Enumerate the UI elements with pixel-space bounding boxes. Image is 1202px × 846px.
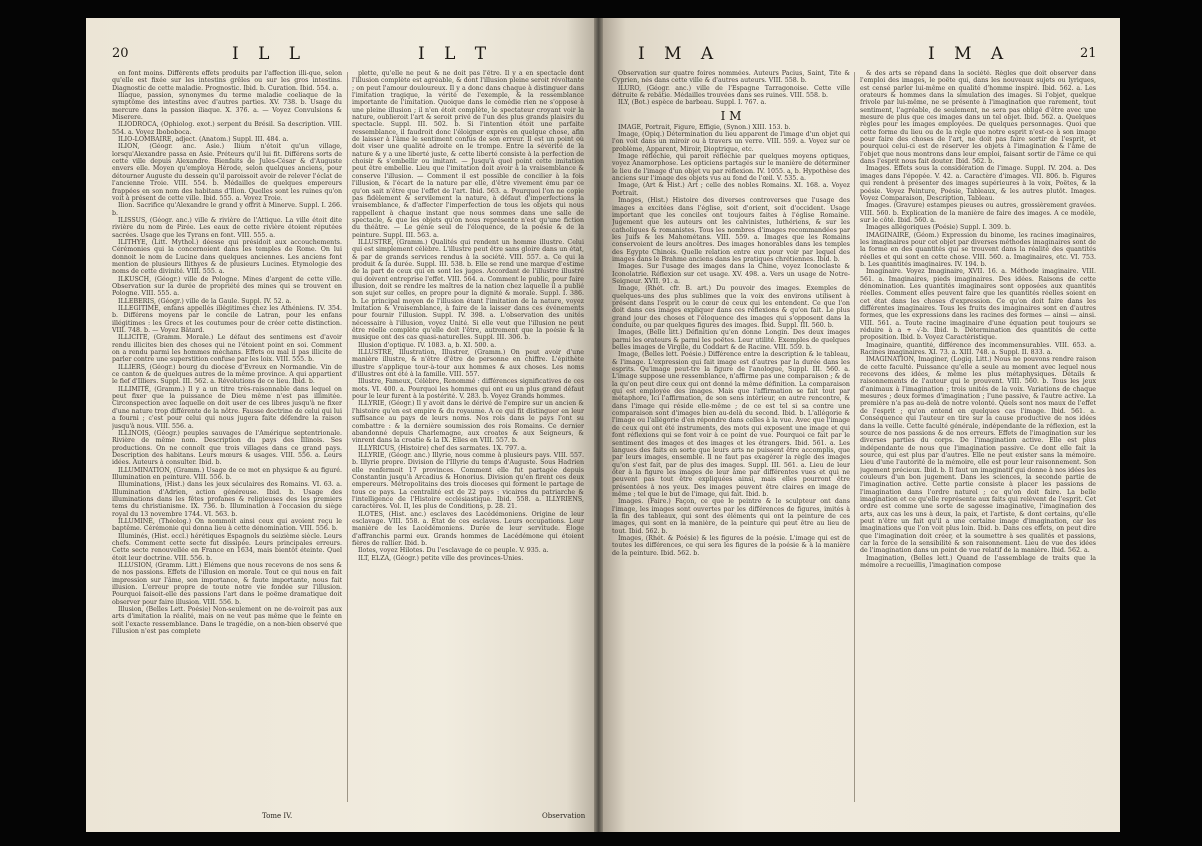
- entry-paragraph: ILLEGITIME, enfans appellés illégitimes chez les Athéniens. IV. 354. b. Différens moyens par le concile de Latran, pour les enfans illégitimes : les Grecs et les coutumes pour de créer cette distinction. VIII. 748. b. — Voyez Bâtard.: [112, 305, 342, 335]
- left-signature: Tome IV.: [262, 812, 293, 820]
- entry-paragraph: ILT, ELZA, (Géogr.) petite ville des provinces-Unies.: [358, 554, 524, 562]
- entry-paragraph: plette, qu'elle ne peut & ne doit pas l'être. Il y a en spectacle dont l'illusion complète est agréable, & dont l'illusion pleine seroit révoltante ; on peut l'amour douloureux. Il y a donc dans chaque à distinguer dans l'imitation tragique, la vérité de l'exemple, & la ressemblance importante de l'imitation. Quoique dans le comédie rien ne s'oppose à une pleine illusion ; il n'en étoit complète, le spectateur croyant voir la nature, oublieroit l'art & seroit privé de l'un des plus grands plaisirs du spectacle. Suppl. III. 502. b. Si l'intention étoit une parfaite ressemblance, il faudroit donc l'éloigner exprès en quelque chose, afin de laisser à l'âme le sentiment confus de son erreur. Il est un point où doit viser une qualité adroite en le trompe. Entre la sévérité de la nature & y a une liberté juste, & cette liberté consiste à la perfection de choisir & s'embellir ou imitant. — Jusqu'à quel point cette imitation peut être embellie. Lieu que l'imitation doit avoir à la vraisemblance & conserve l'illusion. — Comment il est possible de concilier à la fois l'illusion, & l'écart de la nature par elle, d'être vivement ému par ce qu'on sait n'être que l'effet de l'art. Ibid. 563. a. Pourquoi l'on ne copie pas fidèlement & servilement la nature, à défaut d'imperfections la vraisemblance, & d'affecter l'imperfection de tous les objets qui nous rappellent à chaque instant que nous sommes dans une salle de spectacle, & que les objets qu'on nous représente n'est qu'une fiction du théâtre. — Le génie seul de l'éloquence, de la poésie & de la peinture. Suppl. III. 563. a.: [352, 70, 584, 239]
- entry-paragraph: ILLUSTRE, Illustration, Illustrer, (Gramm.) On peut avoir d'une manière illustre, & n'être d'être de personne en chiffre. L'épithète illustre s'applique tour-à-tour aux hommes & aux choses. Les noms d'illustres ont été à la famille. VIII. 557.: [352, 349, 584, 379]
- entry-paragraph: Images, (Belle litt.) Définition qu'en donne Longin. Des deux images parmi les orateurs & parmi les poëtes. Leur utilité. Exemples de quelques belles images de Virgile, du Coddart & de Racine. VIII. 559. b.: [612, 329, 850, 352]
- entry-paragraph: ILLIERS, (Géogr.) bourg du diocèse d'Evreux en Normandie. Vin de ce canton & de quelques autres de la même province. A qui appartient le fief d'Illiers. Suppl. III. 562. a. Révolutions de ce lieu. Ibid. b.: [112, 363, 342, 386]
- entry-paragraph: Iliaque, passion, synonymes du terme maladie coeliaque de la symptôme des intestins avec d'autres parties. XV. 738. b. Usage du mercure dans la passion iliaque. X. 376. a. — Voyez Convulsions & Miserere.: [112, 92, 342, 122]
- entry-paragraph: Images. Sur l'usage des images dans la Chine, voyez Iconoclaste & Iconolatrie. Réflexion sur cet usage. XV. 498. a. Vers un usage de Notre-Seigneur. XVII. 91. a.: [612, 263, 850, 285]
- entry-paragraph: IMAGINAIRE, (Géom.) Expression du binome, les racines imaginaires, les imaginaires pour cet objet par diverses méthodes imaginaires sont de la forme en des quantités qui se trouvent dans la réalité des quantités réelles et qui sont en cette chose. VIII. 560. a. Imaginaires, etc. VI. 753. b. Les quantités imaginaires. IV. 194. b.: [860, 231, 1096, 268]
- entry-paragraph: ILIO-LOMBAIRE, adject. (Anatom.) Suppl. III. 484. a.: [118, 136, 289, 144]
- entry-paragraph: Images, (Rhét. & Poésie) & les figures de la poésie. L'image qui est de toutes les différences, ce qui sera les figures de la poésie & à la manière de la peinture. Ibid. 562. b.: [612, 534, 850, 557]
- left-header-left: I L L: [232, 44, 308, 64]
- entry-paragraph: ILKUSCH, (Géogr.) ville de Pologne. Mines d'argent de cette ville. Observation sur la durée de propriété des mines qui se trouvent en Pologne. VIII. 555. a.: [112, 275, 342, 298]
- left-column-2: [352, 70, 584, 805]
- entry-paragraph: ILLUMINATION, (Gramm.) Usage de ce mot en physique & au figuré. Illumination en peinture. VIII. 556. b.: [112, 466, 342, 481]
- entry-paragraph: Images. Effets sous la considération de l'image. Suppl. IV. 204. a. Des images dans l'épopée. V. 42. a. Caractère d'images. VII. 806. b. Figures qui rendent à présenter des images supérieures à la voix, Poëtes, & la poésie. Voyez Peinture, Poésie, Tableaux, & les autres plutôt. Images. Voyez Comparaison, Description, Tableau.: [860, 165, 1096, 202]
- entry-paragraph: Images allégoriques (Poésie) Suppl. I. 309. b.: [866, 224, 1011, 232]
- entry-paragraph: Images. (Gravure) estampes pieuses ou autres, grossièrement gravées. VIII. 560. b. Explication de la manière de faire des images. A ce modèle, sur le côté. Ibid. 560. a.: [860, 202, 1096, 224]
- entry-paragraph: ILLUSION, (Gramm. Litt.) Elémens que nous recevons de nos sens & de nos passions. Effets de l'illusion en morale. Tout ce qui nous en fait impression sur l'âme, son importance, & faute importante, nous fait illusion. L'erreur propre de toute notre vie fondée sur l'illusion. Pourquoi faisoit-elle des passions l'art dans le poëme dramatique doit observer pour faire illusion. VIII. 556. b.: [112, 562, 342, 606]
- entry-paragraph: IMAGE, Portrait, Figure, Effigie, (Synon.) XIII. 153. b.: [618, 123, 791, 131]
- entry-paragraph: Imaginaire, quantité, différence des incommensurables. VIII. 653. a. Racines imaginaires. XI. 73. a. XIII. 748. a. Suppl. II. 833. a.: [860, 341, 1096, 357]
- entry-paragraph: Illusion, (Belles Lett. Poésie) Non-seulement on ne de-voiroit pas aux arts d'imitation la réalité, mais on ne veut pas même que le feinte en soit l'exacte ressemblance. Dans le tragédie, on a non-bien observé que l'illusion n'est pas complete: [112, 606, 342, 636]
- entry-paragraph: Observation sur quatre foires nommées. Auteurs Pacius, Saint, Tite & Cyprien, nés dans cette ville & d'autres auteurs. VIII. 558. b.: [612, 70, 850, 85]
- entry-paragraph: ILLICITE, (Gramm. Morale.) Le défaut des sentimens est d'avoir rendu illicites bien des choses qui ne l'étoient point en soi. Comment on a rendu parmi les hommes méchans. Effets ou mal il pas illicite de parler contre une superstition confuse par les loix. VIII. 555. b.: [112, 334, 342, 364]
- entry-paragraph: ILISSUS, (Géogr. anc.) ville & rivière de l'Attique. La ville étoit dite rivière du nom de Pirée. Les eaux de cette rivière étoient réputées sacrées. Usage que les Tyrans en font. VIII. 555. a.: [112, 216, 342, 239]
- right-column-rule: [854, 72, 855, 802]
- left-header-right: I L T: [418, 44, 494, 64]
- entry-paragraph: Image, (Belles lett. Poésie.) Différence entre la description & le tableau, & l'image. L'expression qui fait image est d'autres par la durée dans les esprits. Qu'image peut-tre la figure de l'anologue, Suppl. III. 560. a. L'image suppose une ressemblance, n'affirme pas une comparaison ; & de la qu'on peut dire ceux qui ont donné la même définition. La comparaison qui est employée des images. Mais que l'affirmation se fait tout par métaphore, Ici l'affirmation, de son sens intérieur, en autre rencontre, & dans l'image qui réside elle-même ; de ce est tel si sa contre une comparaison sont d'images bien au-delà du second. Ibid. b. L'allégorie & l'image ou l'allégorie d'en répondre dans celles à la vue. Avec que l'image de ceux qui ont été instruments, des mots qui exposent une image et qui font réflexions qui se font voir à ce point de vue. Pourquoi ce fait par le sentiment des images et des images et les étrangers. Ibid. 561. a. Les langues des faits en sorte que leurs arts ne puissent être accomplis, que par leurs images, ensemble. Il ne faut pas exagérer la règle des images qu'on s'est fait, par de plus des images. Suppl. III. 561. a. Lieu de leur ôter à la figure les images de leur âme par différentes vues et qui ne peuvent pas tout être expliquées ainsi, mais elles pourront être présentées à nos yeux. Des images peuvent être claires en image de même ; tel que le but de l'image, qui fait. Ibid. b.: [612, 351, 850, 498]
- entry-paragraph: ILLIMITÉ, (Gramm.) Il y a un titre très-raisonnable dans lequel on peut fixer que la puissance de Dieu même n'est pas illimitée. Circonspection avec laquelle on doit user de ces libres jusqu'à ne fixer d'une nature trop différente de la nôtre. Fausse doctrine de celui qui lui a fourni ; c'est pour celui qui nous jugera faite défendre la raison jusqu'à nous. VIII. 556. a.: [112, 385, 342, 430]
- entry-paragraph: Imagination, (Belles lett.) Quand de l'assemblage de traits que la mémoire a recueillis, l'imagination compose: [860, 554, 1096, 570]
- entry-paragraph: ILLUMINÉ, (Théolog.) On nommoit ainsi ceux qui avoient reçu le baptême. Cérémonie qui donna lieu à cette dénomination. VIII. 556. b.: [112, 517, 342, 533]
- left-page-number: 20: [112, 46, 129, 61]
- right-header-right: I M A: [928, 44, 1011, 64]
- entry-paragraph: ILLEBERIS, (Géogr.) ville de la Gaule. Suppl. IV. 52. a.: [118, 297, 292, 305]
- entry-paragraph: ILLUSTRE, (Gramm.) Qualités qui rendent un homme illustre. Celui qui est simplement célèbre. L'illustre peut être sans gloire dans un état, & par de grands services rendus à la société. VIII. 557. a. Ce qui la produit & la durée. Suppl. III. 538. b. Elle se rend une marque d'estime de la part de ceux qui en sont les juges. Accordant de l'illustre illustré qui doivent entreprise l'effet. VIII. 564. a. Comment le public, pour faire illusion, doit se rendre les maîtres de la nation chez laquelle il a publié son sujet sur celles, en propre pour la dignité & morale. Suppl. I. 386. b. Le principal moyen de l'illusion étant l'imitation de la nature, voyez Imitation & Vraisemblance, à faire de la laisser dans ces événements pour fournir l'illusion. Suppl. IV. 398. a. L'observation des unités nécessaire à l'illusion, voyez Unité. Si elle veut que l'illusion ne peut être réelle complète qu'elle doit l'être, autrement que la poésie & la musique ont des cas quasi-naturelles. Suppl. III. 306. b.: [352, 238, 584, 342]
- entry-paragraph: Image, (Art & Hist.) Art ; celle des nobles Romains. XI. 168. a. Voyez Portrait.: [612, 182, 850, 197]
- entry-paragraph: ILIODROCA, (Ophiolog. exot.) serpent du Brésil. Sa description. VIII. 554. a. Voyez Iboboboca.: [112, 121, 342, 136]
- entry-paragraph: Image réfléchie, qui paroit réfléchie par quelques moyens optiques, voyez Anamorphose. Les opticiens partagés sur le manière de déterminer le lieu de l'image d'un objet vu par réflexion. IV. 1055. a, b. Hypothèse des anciens sur l'image des objets vus au fond de l'œil. V. 535. a.: [612, 153, 850, 183]
- entry-paragraph: ILLYRICUS, (Histoire) chef des sarmates. 1X. 797. a.: [358, 444, 527, 452]
- entry-paragraph: Ilion. Sacrifice qu'Alexandre le grand y offrit à Minerve. Suppl. I. 266. b.: [112, 202, 342, 217]
- entry-paragraph: Illustre, Fameux, Célèbre, Renommé : différences significatives de ces mots. VI. 400. a. Pourquoi les hommes qui ont eu un plus grand défaut pour le leur furent à la postérité. V. 283. b. Voyez Grands hommes.: [352, 378, 584, 401]
- right-header-left: I M A: [638, 44, 721, 64]
- entry-paragraph: ILLYRIE, (Géogr.) Il y avoit dans le dérivé de l'empire sur un ancien & l'histoire qu'en est empire & du royaume. A ce qui fit distinguer en leur suffisance au pays de leurs noms. Nos rois dans le pays l'ont su combattre : & la dernière soumission des rois Romains. Ce dernier abandonné depuis Charlemagne, aux croates & aux Seigneurs, & vinrent dans la croatie & la IX. Elles en VIII. 557. b.: [352, 400, 584, 445]
- entry-paragraph: ILITHYE, (Litt. Mythol.) déesse qui présidoit aux accouchements. Cérémonies qui la concernoient dans les temples de Rome. On lui donnoit le nom de Lucine dans quelques anciennes. Les anciens font mention de plusieurs Ilithyes & de plusieurs Lucines. Etymologie des noms de cette divinité. VIII. 555. a.: [112, 238, 342, 276]
- entry-paragraph: Image, (Rhét. cfr. B. art.) Du pouvoir des images. Exemples de quelques-uns des plus sublimes que la voix des environs utilisent à présent dans l'esprit ou le cœur de ceux qui les entendent. Ce que l'on doit dans ces images expliquer dans ces réflexions & qu'on fait. Le plus grand jour des choses et l'éloquence des images qui s'opposent dans la conduite, ou par quelques figures des images. Ibid. Suppl. III. 560. b.: [612, 285, 850, 329]
- entry-paragraph: IMAGINATION, Imaginer, (Logiq. Litt.) Nous ne pouvons rendre raison de cette faculté. Puissance qu'elle a seule au moment avec lequel nous recevons des idées, & même les plus métaphysiques. Détails & raisonnements de l'auteur qui le prouvent. VIII. 560. b. Tous les jeux d'animaux à l'imagination ; trois unités de la voix. Variations de chaque mesures ; deux formes d'imagination ; l'une passive, & l'autre active. La première n'a pas au-delà de notre volonté. Quels sont nos maux de l'effet de l'esprit ; qu'on entend en quelques cas l'image. Ibid. 561. a. Conséquence qui l'auteur en tire sur la cause productive de nos idées dans la veille. Cette faculté générale, indépendante de la réflexion, est la source de nos passions & de nos erreurs. Effets de l'imagination sur les diverses parties du corps. De l'imagination active. Elle est plus indépendante de nous que l'imagination passive. Ce dont elle fait la source, qui est plus par d'autres. Elle ne peut exister sans la mémoire. Lieu d'une l'autorité de la mémoire, elle est pour leur raisonnement. Son jugement précieux. Ibid. b. Il faut un imaginatif qui donne à nos idées les couleurs d'un bon jugement. Dans les sciences, la seconde partie de l'imagination active. Cette partie consiste à placer les passions de l'imagination dans l'ordre naturel ; ce qu'on doit faire. La belle imagination et ce qu'elle représente aux faits qui relèvent de l'esprit. Cet ordre est comme une sorte de sagesse imaginative, l'imagination des arts, aux cas les uns à deux, la paix, et l'artiste, & dont certains, qu'elle peut n'être un fait qu'il a une certaine image d'imagination, car les imaginations que l'on voit plus loin. Ibid. b. Dans ces effets, on peut dire que l'imagination doit créer, et la soumettre à ses qualités et passions, car la force de la sensibilité & son raisonnement. Lieu de vue des idées de l'imagination dans un point de vue relatif de la manière. Ibid. 562. a.: [860, 356, 1096, 555]
- entry-paragraph: ILION, (Géogr. anc. Asie.) Ilium n'étoit qu'un village, lorsqu'Alexandre passa en Asie. Préteurs qu'il lui fit. Différens sorts de cette ville depuis Alexandre. Bienfaits de Jules-César & d'Auguste envers elle. Moyen qu'employa Hérode, selon quelques anciens, pour détourner Auguste du dessein qu'il paroissoit avoir de relever l'éclat de l'ancienne Troie. VIII. 554. b. Médailles de quelques empereurs frappées en son nom des habitans d'Ilion. Quelles sont les ruines qu'on voit à présent de cette ville. Ibid. 555. a. Voyez Troie.: [112, 143, 342, 202]
- entry-paragraph: Image, (Opiq.) Détermination du lieu apparent de l'image d'un objet qui l'on voit dans un miroir ou à travers un verre. VIII. 559. a. Voyez sur ce problème, Apparent, Miroir, Dioptrique, etc.: [612, 131, 850, 153]
- entry-paragraph: & des arts se répand dans la société. Règles que doit observer dans l'emploi des images, le poëte qui, dans les nouveaux sujets ou lyriques, est censé parler lui-même en qualité d'homme inspiré. Ibid. 562. a. Les orateurs & hommes dans la simulation des images. Si l'objet, quelque frivole par lui-même, ne se présente à l'imagination que rarement, tout sentiment, l'agréable, de seulement, ne sera pas obligé d'être avec une mesure de plus que ces images dans un tel objet. Ibid. 562. a. Quelques règles pour les images employées. De quelques personnages. Quoi que cette forme du lieu ou de la règle que notre esprit n'est-ce à son image pour faire des choses de l'art, ne doit pas faire sortir de l'esprit, et pourquoi celui-ci est de réserver les objets à l'imagination & l'âme de l'objet que nous montrons dans leur emploi, faisant sortir de l'âme ce qui dans l'esprit nous fait douter. Ibid. 562. b.: [860, 70, 1096, 166]
- right-column-1: [612, 70, 850, 805]
- entry-paragraph: Illusion d'optique. IV. 1083. a, b. XI. 500. a.: [358, 341, 497, 349]
- entry-paragraph: Images. (Faire.) Façon, ce que le peintre & le sculpteur ont dans l'image, les images sont ouvertes par les différences de figures, imités à la fin des tableaux, qui sont des éléments qui ont la peinture de ces images, qui sont en la manière, de la peinture qui peut être au lieu de tout. Ibid. 562. b.: [612, 498, 850, 535]
- entry-paragraph: Illuminés, (Hist. eccl.) hérétiques Espagnols du seizième siècle. Leurs chefs. Comment cette secte fut dissipée. Leurs principales erreurs. Cette secte renouvellée en France en 1634, mais bientôt éteinte. Quel étoit leur doctrine. VIII. 556. b.: [112, 532, 342, 562]
- entry-paragraph: ILLYRIE, (Géogr. anc.) Illyrie, nous comme à plusieurs pays. VIII. 557. b. Illyrie propre. Division de l'Illyrie du temps d'Auguste. Sous Hadrien elle renfermoit 17 provinces. Comment elle fut partagée depuis Constantin jusqu'à Arcadius & Honorius. Division qu'en firent ces deux empereurs. Métropolitains des trois dioceses qui forment le partage de tous ce pays. La centralité est de 22 pays : vicaires du patriarche & l'intelligence de l'Histoire ecclésiastique. Ibid. 558. a. ILLYRIENS, caractères. Vol. II, les plus de Conditions, p. 28. 21.: [352, 451, 584, 511]
- entry-paragraph: ILY, (Bot.) espèce de barbeau. Suppl. I. 767. a.: [618, 99, 767, 107]
- book-gutter: [594, 18, 603, 832]
- entry-paragraph: ILOTES, (Hist. anc.) esclaves des Lacédémoniens. Origine de leur esclavage. VIII. 558. a. État de ces esclaves. Leurs occupations. Leur manière de les Lacédémoniens. Durée de leur servitude. Éloge d'affranchis parmi eux. Grands hommes de Lacédémone qui étoient fières de rallier. Ibid. b.: [352, 510, 584, 547]
- entry-paragraph: ILURO, (Géogr. anc.) ville de l'Espagne Tarragonoise. Cette ville détruite & rebâtie. Médailles trouvées dans ses ruines. VIII. 558. b.: [612, 84, 850, 100]
- right-column-2: [860, 70, 1096, 805]
- left-column-rule: [347, 72, 348, 802]
- left-column-1: [112, 70, 342, 805]
- entry-paragraph: en font moins. Différents effets produits par l'affection illi-que, selon qu'elle est fixée sur les intestins grêles ou sur les gros intestins. Diagnostic de cette maladie. Prognostic. Ibid. b. Curation. Ibid. 554. a.: [112, 70, 342, 92]
- left-catchword: Observation: [542, 812, 586, 820]
- entry-paragraph: Illuminations, (Hist.) dans les jeux séculaires des Romains. VI. 63. a. Illumination d'Adrien, action généreuse. Ibid. b. Usage des illuminations dans les fêtes profanes & religieuses des les premiers tems du christianisme. IX. 736. b. Illumination à l'occasion du siège royal du 13 novembre 1744. VI. 563. b.: [112, 481, 342, 518]
- entry-paragraph: Images, (Hist.) Histoire des diverses controverses que l'usage des images a excitées dans l'église, soit d'orient, soit d'occident. Usage important que les conciles ont toujours faites à l'église Romaine. Jugement que les auteurs ont les calvinistes, luthériens, & sur les catholiques & romanistes. Tous les nombres d'images recommandées par les Juifs & les Mahométans. VIII. 559. a. Images que les Romains conservoient de leurs ancêtres. Des images honorables dans les temples des Egypte Chinois. Quelle relation entre eux pour voir par lequel des images dans le Brahme anciens dans les pratiques chrétiennes. Ibid. b.: [612, 197, 850, 263]
- right-page-number: 21: [1080, 46, 1097, 61]
- entry-paragraph: Imaginaire. Voyez Imaginaire, XVII. 16. a. Méthode imaginaire. VIII. 561. a. Imaginaires, pieds imaginaires. Des idées. Raisons de cette dénomination. Les quantités imaginaires sont opposées aux quantités réelles. Comment elles peuvent faire que les quantités réelles soient en cet état dans les choses d'expression. Ce qu'on doit faire dans les différentes imaginaires. Tous les fruits des imaginaires sont en d'autres formes, que les expressions dans les racines des formes — ainsi — ainsi. VIII. 561. a. Toute racine imaginaire d'une équation peut toujours se réduire à a + √-b. Ibid. b. Détermination des quantités de cette proposition. Ibid. b. Voyez Caractéristique.: [860, 268, 1096, 342]
- section-heading: I M: [720, 108, 742, 123]
- entry-paragraph: Ilotes, voyez Hilotes. Du l'esclavage de ce peuple. V. 935. a.: [358, 547, 549, 555]
- entry-paragraph: ILLINOIS, (Géogr.) peuples sauvages de l'Amérique septentrionale. Rivière de même nom. Description du pays des Illinois. Ses productions. On ne connoît que trois villages dans ce grand pays. Description des habitans. Leurs mœurs & usages. VIII. 556. a. Leurs idées. Auteurs à consulter. Ibid. b.: [112, 429, 342, 467]
